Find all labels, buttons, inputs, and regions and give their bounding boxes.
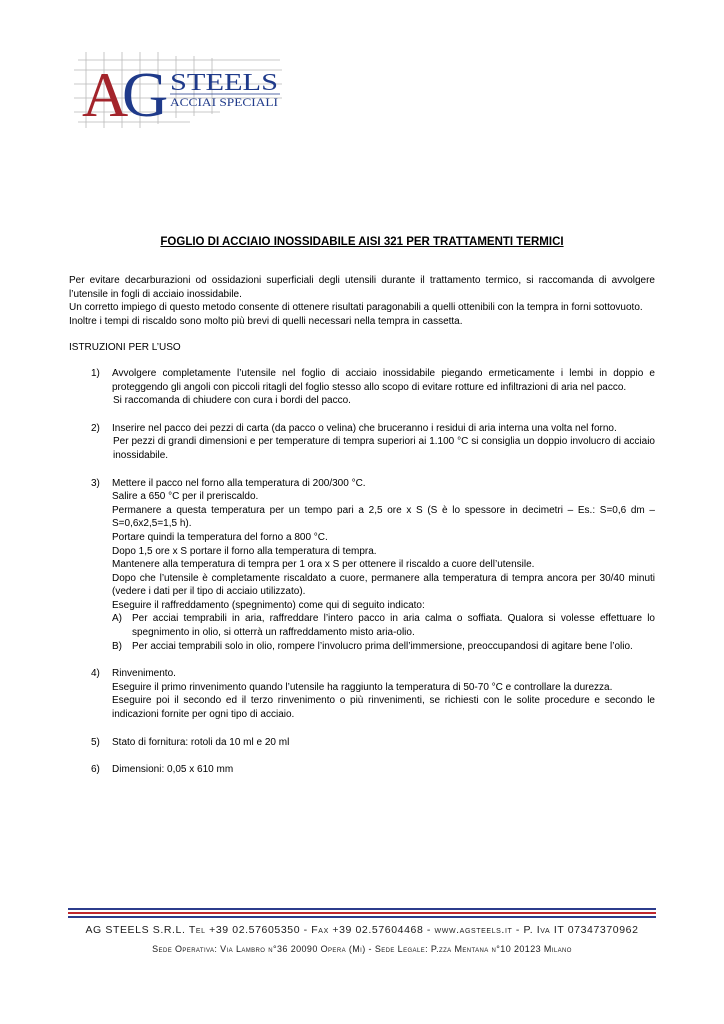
step-number: 2) [91, 422, 100, 434]
intro-paragraph-2: Un corretto impiego di questo metodo consente di ottenere risultati paragonabili a quelli ottenibili con la tempra in forni sottovuoto. [69, 302, 643, 314]
cooling-options-list [112, 612, 655, 653]
intro-paragraph-1: Per evitare decarburazioni od ossidazioni superficiali degli utensili durante il trattamento termico, si raccomanda di avvolgere l’utensile in fogli di acciaio inossidabile. [69, 275, 655, 300]
step-line: Portare quindi la temperatura del forno a 800 °C. [112, 531, 328, 543]
step-line: Avvolgere completamente l’utensile nel foglio di acciaio inossidabile piegando ermeticamente i lembi in doppio e proteggendo gli angoli con piccoli ritagli del foglio stesso allo scopo di evitare rotture ed infiltrazioni di aria nel pacco. [112, 367, 655, 393]
step-number: 3) [91, 477, 100, 489]
step-line: Dopo che l’utensile è completamente riscaldato a cuore, permanere alla temperatura di tempra ancora per 30/40 minuti (vedere i dati per il tipo di acciaio utilizzato). [112, 572, 655, 598]
list-item [69, 763, 655, 777]
step-line: Per pezzi di grandi dimensioni e per temperature di tempra superiori ai 1.100 °C si consiglia un doppio involucro di acciaio inossidabile. [113, 436, 655, 461]
sub-item-letter: B) [112, 640, 122, 652]
step-line: Eseguire il primo rinvenimento quando l’utensile ha raggiunto la temperatura di 50-70 °C e controllare la durezza. [112, 681, 613, 693]
section-title: ISTRUZIONI PER L’USO [69, 342, 181, 354]
footer-rule-blue [68, 908, 656, 910]
sub-list-item [112, 612, 655, 639]
footer-address-line: Sede Operativa: Via Lambro n°36 20090 Opera (Mi) - Sede Legale: P.zza Mentana n°10 20123 Milano [152, 944, 572, 954]
step-line: Permanere a questa temperatura per un tempo pari a 2,5 ore x S (S è lo spessore in decimetri – Es.: S=0,6 dm – S=0,6x2,5=1,5 h). [112, 504, 655, 530]
step-line: Mettere il pacco nel forno alla temperatura di 200/300 °C. [112, 477, 366, 489]
logo-word-acciai-speciali: ACCIAI SPECIALI [170, 95, 278, 109]
step-line: Inserire nel pacco dei pezzi di carta (da pacco o velina) che bruceranno i residui di aria interna una volta nel forno. [112, 422, 617, 434]
step-line: Dopo 1,5 ore x S portare il forno alla temperatura di tempra. [112, 545, 377, 557]
step-line: Mantenere alla temperatura di tempra per 1 ora x S per ottenere il riscaldo a cuore dell’utensile. [112, 559, 535, 571]
footer-rule-red [68, 912, 656, 914]
step-number: 5) [91, 736, 100, 748]
step-line: Eseguire poi il secondo ed il terzo rinvenimento o più rinvenimenti, se richiesti con le solite procedure e secondo le indicazioni fornite per ogni tipo di acciaio. [112, 695, 655, 721]
ag-steels-logo-graphic [70, 50, 285, 130]
sub-item-text: Per acciai temprabili solo in olio, rompere l’involucro prima dell’immersione, preoccupandosi di agitare bene l’olio. [132, 640, 633, 652]
footer-rule-blue [68, 916, 656, 918]
step-line: Dimensioni: 0,05 x 610 mm [112, 764, 234, 776]
logo-word-steels: STEELS [170, 70, 278, 96]
sub-item-text: Per acciai temprabili in aria, raffreddare l’intero pacco in aria calma o soffiata. Qualora si volesse effettuare lo spegnimento in olio, si otterrà un raffreddamento misto aria-olio. [132, 613, 655, 639]
footer-contact-line: AG STEELS S.R.L. Tel +39 02.57605350 - Fax +39 02.57604468 - www.agsteels.it - P. Iva IT 07347370962 [85, 924, 639, 936]
list-item [69, 367, 655, 408]
step-number: 6) [91, 764, 100, 776]
step-line: Rinvenimento. [112, 668, 176, 680]
step-line: Eseguire il raffreddamento (spegnimento) come qui di seguito indicato: [112, 599, 425, 611]
company-logo [70, 50, 285, 130]
logo-letter-g: G [122, 59, 169, 130]
list-item [69, 422, 655, 463]
step-line: Salire a 650 °C per il preriscaldo. [112, 491, 259, 503]
list-item [69, 477, 655, 654]
sub-list-item [112, 640, 655, 654]
logo-letter-a: A [82, 59, 129, 130]
step-line: Stato di fornitura: rotoli da 10 ml e 20 ml [112, 736, 290, 748]
list-item [69, 667, 655, 721]
step-line: Si raccomanda di chiudere con cura i bordi del pacco. [113, 395, 351, 407]
intro-paragraph-3: Inoltre i tempi di riscaldo sono molto più brevi di quelli necessari nella tempra in cassetta. [69, 315, 463, 327]
document-title: FOGLIO DI ACCIAIO INOSSIDABILE AISI 321 PER TRATTAMENTI TERMICI [160, 236, 564, 248]
document-body [69, 274, 655, 791]
step-number: 1) [91, 367, 100, 379]
sub-item-letter: A) [112, 613, 122, 625]
list-item [69, 736, 655, 750]
step-number: 4) [91, 668, 100, 680]
instruction-list [69, 367, 655, 777]
